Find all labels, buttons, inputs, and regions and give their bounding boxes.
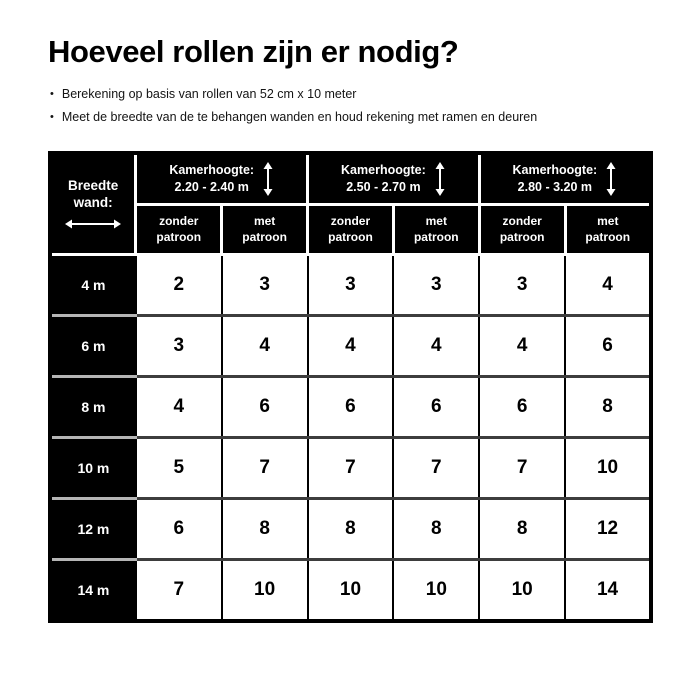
subheader-zonder-patroon: zonder patroon (308, 205, 394, 255)
cell-value: 5 (136, 438, 222, 499)
cell-value: 6 (308, 377, 394, 438)
cell-value: 4 (222, 316, 308, 377)
cell-value: 10 (479, 560, 565, 621)
rolls-needed-table (48, 151, 653, 623)
subheader-zonder-patroon: zonder patroon (136, 205, 222, 255)
bullet-item (48, 87, 652, 103)
cell-value: 2 (136, 255, 222, 316)
group-range: 2.80 - 3.20 m (517, 180, 593, 195)
cell-value: 3 (136, 316, 222, 377)
cell-value: 3 (308, 255, 394, 316)
subheader-zonder-patroon: zonder patroon (479, 205, 565, 255)
cell-value: 10 (565, 438, 651, 499)
subheader-met-patroon: met patroon (565, 205, 651, 255)
row-header-width: 12 m (50, 499, 136, 560)
cell-value: 7 (136, 560, 222, 621)
cell-value: 3 (479, 255, 565, 316)
cell-value: 7 (479, 438, 565, 499)
cell-value: 3 (393, 255, 479, 316)
cell-value: 12 (565, 499, 651, 560)
row-header-width: 10 m (50, 438, 136, 499)
cell-value: 6 (136, 499, 222, 560)
cell-value: 4 (393, 316, 479, 377)
group-range: 2.50 - 2.70 m (346, 180, 421, 195)
cell-value: 8 (222, 499, 308, 560)
subheader-met-patroon: met patroon (222, 205, 308, 255)
group-range: 2.20 - 2.40 m (174, 180, 249, 195)
table-row (50, 438, 651, 499)
cell-value: 10 (308, 560, 394, 621)
bullet-text: Berekening op basis van rollen van 52 cm x 10 meter (61, 86, 357, 101)
row-header-width: 14 m (50, 560, 136, 621)
table-row (50, 499, 651, 560)
cell-value: 4 (136, 377, 222, 438)
bullet-icon: • (50, 111, 54, 124)
corner-label-line1: Breedte (68, 177, 119, 193)
corner-header-breedte-wand (50, 153, 136, 255)
bullet-item (48, 110, 652, 126)
cell-value: 8 (308, 499, 394, 560)
cell-value: 6 (222, 377, 308, 438)
cell-value: 6 (565, 316, 651, 377)
bullet-text: Meet de breedte van de te behangen wanden en houd rekening met ramen en deuren (61, 110, 538, 125)
cell-value: 8 (565, 377, 651, 438)
cell-value: 4 (479, 316, 565, 377)
width-arrow-icon (64, 218, 122, 230)
bullet-list (48, 87, 652, 126)
corner-label-line2: wand: (73, 194, 113, 210)
cell-value: 10 (393, 560, 479, 621)
height-arrow-icon (262, 161, 274, 197)
cell-value: 7 (222, 438, 308, 499)
table-row (50, 255, 651, 316)
cell-value: 8 (479, 499, 565, 560)
cell-value: 14 (565, 560, 651, 621)
group-header-kamerhoogte-3 (479, 153, 651, 205)
cell-value: 7 (393, 438, 479, 499)
group-header-kamerhoogte-1 (136, 153, 308, 205)
group-label: Kamerhoogte: (512, 162, 598, 177)
table-row (50, 560, 651, 621)
height-arrow-icon (434, 161, 446, 197)
group-label: Kamerhoogte: (169, 162, 255, 177)
row-header-width: 6 m (50, 316, 136, 377)
table-row (50, 316, 651, 377)
cell-value: 7 (308, 438, 394, 499)
table-row (50, 377, 651, 438)
cell-value: 6 (393, 377, 479, 438)
height-arrow-icon (605, 161, 617, 197)
cell-value: 3 (222, 255, 308, 316)
row-header-width: 8 m (50, 377, 136, 438)
cell-value: 6 (479, 377, 565, 438)
group-label: Kamerhoogte: (341, 162, 426, 177)
subheader-met-patroon: met patroon (393, 205, 479, 255)
cell-value: 4 (308, 316, 394, 377)
cell-value: 8 (393, 499, 479, 560)
cell-value: 4 (565, 255, 651, 316)
row-header-width: 4 m (50, 255, 136, 316)
cell-value: 10 (222, 560, 308, 621)
bullet-icon: • (50, 87, 54, 100)
group-header-kamerhoogte-2 (308, 153, 480, 205)
page-title: Hoeveel rollen zijn er nodig? (48, 34, 459, 69)
